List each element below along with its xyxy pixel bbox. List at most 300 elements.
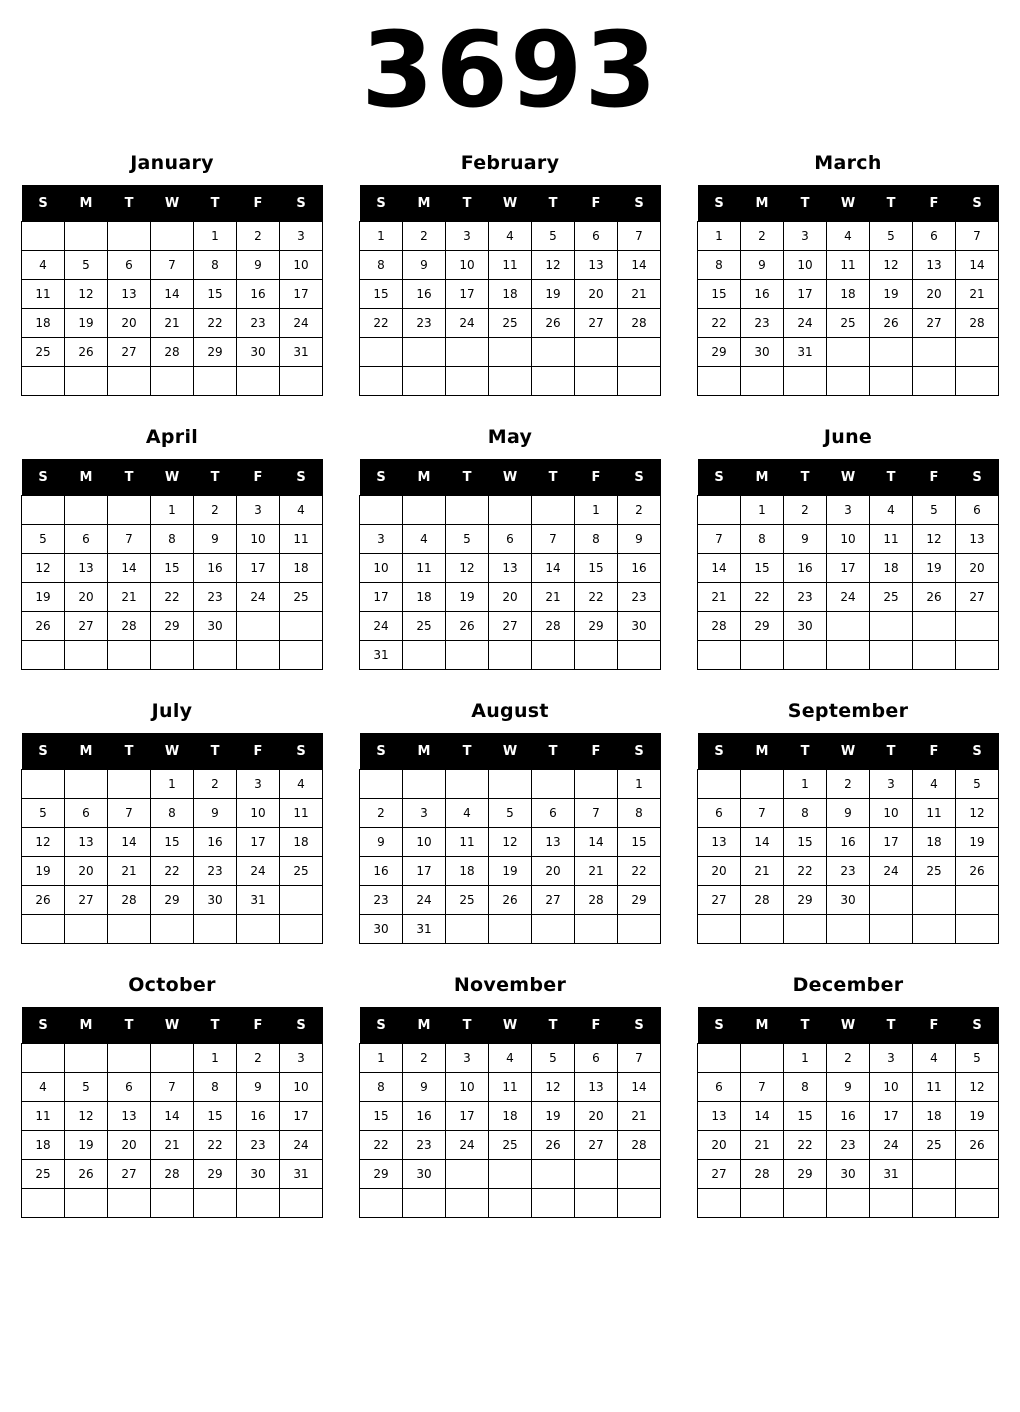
day-cell[interactable]: 28 — [618, 309, 661, 338]
day-cell[interactable]: 14 — [108, 828, 151, 857]
day-cell[interactable]: 13 — [108, 1102, 151, 1131]
day-cell[interactable]: 17 — [237, 828, 280, 857]
day-cell[interactable]: 31 — [784, 338, 827, 367]
day-cell[interactable]: 1 — [360, 1044, 403, 1073]
day-cell[interactable]: 25 — [280, 857, 323, 886]
day-cell[interactable]: 14 — [532, 554, 575, 583]
day-cell[interactable]: 1 — [575, 496, 618, 525]
day-cell[interactable]: 15 — [360, 1102, 403, 1131]
day-cell[interactable]: 20 — [65, 857, 108, 886]
day-cell[interactable]: 25 — [827, 309, 870, 338]
day-cell[interactable]: 4 — [280, 770, 323, 799]
day-cell[interactable]: 6 — [698, 1073, 741, 1102]
day-cell[interactable]: 13 — [698, 828, 741, 857]
day-cell[interactable]: 5 — [913, 496, 956, 525]
day-cell[interactable]: 17 — [870, 1102, 913, 1131]
day-cell[interactable]: 16 — [360, 857, 403, 886]
day-cell[interactable]: 16 — [237, 1102, 280, 1131]
day-cell[interactable]: 22 — [360, 1131, 403, 1160]
day-cell[interactable]: 26 — [532, 309, 575, 338]
day-cell[interactable]: 20 — [65, 583, 108, 612]
day-cell[interactable]: 9 — [237, 251, 280, 280]
day-cell[interactable]: 27 — [698, 886, 741, 915]
day-cell[interactable]: 23 — [360, 886, 403, 915]
day-cell[interactable]: 18 — [22, 1131, 65, 1160]
day-cell[interactable]: 14 — [956, 251, 999, 280]
day-cell[interactable]: 12 — [65, 1102, 108, 1131]
day-cell[interactable]: 31 — [360, 641, 403, 670]
day-cell[interactable]: 15 — [784, 828, 827, 857]
day-cell[interactable]: 14 — [741, 1102, 784, 1131]
day-cell[interactable]: 31 — [870, 1160, 913, 1189]
day-cell[interactable]: 6 — [108, 251, 151, 280]
day-cell[interactable]: 7 — [698, 525, 741, 554]
day-cell[interactable]: 18 — [827, 280, 870, 309]
day-cell[interactable]: 13 — [698, 1102, 741, 1131]
day-cell[interactable]: 2 — [403, 222, 446, 251]
day-cell[interactable]: 21 — [956, 280, 999, 309]
day-cell[interactable]: 21 — [532, 583, 575, 612]
day-cell[interactable]: 18 — [22, 309, 65, 338]
day-cell[interactable]: 6 — [532, 799, 575, 828]
day-cell[interactable]: 22 — [194, 309, 237, 338]
day-cell[interactable]: 11 — [22, 1102, 65, 1131]
day-cell[interactable]: 10 — [870, 1073, 913, 1102]
day-cell[interactable]: 15 — [784, 1102, 827, 1131]
day-cell[interactable]: 1 — [194, 222, 237, 251]
day-cell[interactable]: 12 — [22, 554, 65, 583]
day-cell[interactable]: 9 — [403, 1073, 446, 1102]
day-cell[interactable]: 10 — [280, 1073, 323, 1102]
day-cell[interactable]: 10 — [237, 525, 280, 554]
day-cell[interactable]: 17 — [446, 280, 489, 309]
day-cell[interactable]: 4 — [280, 496, 323, 525]
day-cell[interactable]: 24 — [870, 857, 913, 886]
day-cell[interactable]: 17 — [784, 280, 827, 309]
day-cell[interactable]: 24 — [237, 583, 280, 612]
day-cell[interactable]: 18 — [913, 828, 956, 857]
day-cell[interactable]: 16 — [827, 828, 870, 857]
day-cell[interactable]: 11 — [446, 828, 489, 857]
day-cell[interactable]: 16 — [403, 1102, 446, 1131]
day-cell[interactable]: 6 — [575, 1044, 618, 1073]
day-cell[interactable]: 30 — [618, 612, 661, 641]
day-cell[interactable]: 15 — [741, 554, 784, 583]
day-cell[interactable]: 20 — [575, 280, 618, 309]
day-cell[interactable]: 8 — [575, 525, 618, 554]
day-cell[interactable]: 26 — [22, 612, 65, 641]
day-cell[interactable]: 1 — [698, 222, 741, 251]
day-cell[interactable]: 2 — [784, 496, 827, 525]
day-cell[interactable]: 11 — [489, 251, 532, 280]
day-cell[interactable]: 10 — [446, 1073, 489, 1102]
day-cell[interactable]: 8 — [698, 251, 741, 280]
day-cell[interactable]: 19 — [489, 857, 532, 886]
day-cell[interactable]: 20 — [956, 554, 999, 583]
day-cell[interactable]: 26 — [532, 1131, 575, 1160]
day-cell[interactable]: 27 — [108, 338, 151, 367]
day-cell[interactable]: 20 — [532, 857, 575, 886]
day-cell[interactable]: 21 — [618, 280, 661, 309]
day-cell[interactable]: 25 — [870, 583, 913, 612]
day-cell[interactable]: 29 — [784, 1160, 827, 1189]
day-cell[interactable]: 12 — [956, 1073, 999, 1102]
day-cell[interactable]: 24 — [870, 1131, 913, 1160]
day-cell[interactable]: 5 — [489, 799, 532, 828]
day-cell[interactable]: 25 — [913, 857, 956, 886]
day-cell[interactable]: 9 — [360, 828, 403, 857]
day-cell[interactable]: 13 — [108, 280, 151, 309]
day-cell[interactable]: 28 — [151, 1160, 194, 1189]
day-cell[interactable]: 22 — [151, 857, 194, 886]
day-cell[interactable]: 30 — [360, 915, 403, 944]
day-cell[interactable]: 27 — [575, 309, 618, 338]
day-cell[interactable]: 8 — [194, 251, 237, 280]
day-cell[interactable]: 7 — [108, 525, 151, 554]
day-cell[interactable]: 9 — [403, 251, 446, 280]
day-cell[interactable]: 9 — [827, 799, 870, 828]
day-cell[interactable]: 29 — [151, 886, 194, 915]
day-cell[interactable]: 26 — [870, 309, 913, 338]
day-cell[interactable]: 20 — [698, 1131, 741, 1160]
day-cell[interactable]: 27 — [698, 1160, 741, 1189]
day-cell[interactable]: 22 — [151, 583, 194, 612]
day-cell[interactable]: 12 — [22, 828, 65, 857]
day-cell[interactable]: 2 — [618, 496, 661, 525]
day-cell[interactable]: 17 — [360, 583, 403, 612]
day-cell[interactable]: 7 — [741, 1073, 784, 1102]
day-cell[interactable]: 11 — [280, 799, 323, 828]
day-cell[interactable]: 25 — [489, 309, 532, 338]
day-cell[interactable]: 6 — [65, 799, 108, 828]
day-cell[interactable]: 17 — [870, 828, 913, 857]
day-cell[interactable]: 26 — [956, 857, 999, 886]
day-cell[interactable]: 23 — [741, 309, 784, 338]
day-cell[interactable]: 31 — [237, 886, 280, 915]
day-cell[interactable]: 7 — [151, 251, 194, 280]
day-cell[interactable]: 21 — [741, 1131, 784, 1160]
day-cell[interactable]: 13 — [532, 828, 575, 857]
day-cell[interactable]: 18 — [870, 554, 913, 583]
day-cell[interactable]: 22 — [575, 583, 618, 612]
day-cell[interactable]: 15 — [575, 554, 618, 583]
day-cell[interactable]: 9 — [194, 799, 237, 828]
day-cell[interactable]: 6 — [913, 222, 956, 251]
day-cell[interactable]: 10 — [446, 251, 489, 280]
day-cell[interactable]: 5 — [22, 525, 65, 554]
day-cell[interactable]: 17 — [280, 280, 323, 309]
day-cell[interactable]: 23 — [194, 857, 237, 886]
day-cell[interactable]: 19 — [956, 828, 999, 857]
day-cell[interactable]: 22 — [618, 857, 661, 886]
day-cell[interactable]: 21 — [151, 1131, 194, 1160]
day-cell[interactable]: 5 — [65, 251, 108, 280]
day-cell[interactable]: 12 — [446, 554, 489, 583]
day-cell[interactable]: 17 — [237, 554, 280, 583]
day-cell[interactable]: 2 — [827, 1044, 870, 1073]
day-cell[interactable]: 22 — [360, 309, 403, 338]
day-cell[interactable]: 26 — [22, 886, 65, 915]
day-cell[interactable]: 12 — [532, 1073, 575, 1102]
day-cell[interactable]: 20 — [913, 280, 956, 309]
day-cell[interactable]: 3 — [360, 525, 403, 554]
day-cell[interactable]: 12 — [532, 251, 575, 280]
day-cell[interactable]: 5 — [956, 1044, 999, 1073]
day-cell[interactable]: 1 — [194, 1044, 237, 1073]
day-cell[interactable]: 3 — [827, 496, 870, 525]
day-cell[interactable]: 15 — [360, 280, 403, 309]
day-cell[interactable]: 3 — [446, 1044, 489, 1073]
day-cell[interactable]: 15 — [698, 280, 741, 309]
day-cell[interactable]: 16 — [237, 280, 280, 309]
day-cell[interactable]: 29 — [784, 886, 827, 915]
day-cell[interactable]: 10 — [237, 799, 280, 828]
day-cell[interactable]: 23 — [194, 583, 237, 612]
day-cell[interactable]: 17 — [280, 1102, 323, 1131]
day-cell[interactable]: 18 — [280, 828, 323, 857]
day-cell[interactable]: 11 — [913, 1073, 956, 1102]
day-cell[interactable]: 30 — [784, 612, 827, 641]
day-cell[interactable]: 5 — [22, 799, 65, 828]
day-cell[interactable]: 11 — [870, 525, 913, 554]
day-cell[interactable]: 31 — [403, 915, 446, 944]
day-cell[interactable]: 16 — [741, 280, 784, 309]
day-cell[interactable]: 5 — [532, 1044, 575, 1073]
day-cell[interactable]: 22 — [784, 857, 827, 886]
day-cell[interactable]: 4 — [489, 1044, 532, 1073]
day-cell[interactable]: 21 — [698, 583, 741, 612]
day-cell[interactable]: 29 — [741, 612, 784, 641]
day-cell[interactable]: 18 — [280, 554, 323, 583]
day-cell[interactable]: 19 — [532, 1102, 575, 1131]
day-cell[interactable]: 19 — [870, 280, 913, 309]
day-cell[interactable]: 30 — [237, 1160, 280, 1189]
day-cell[interactable]: 2 — [237, 1044, 280, 1073]
day-cell[interactable]: 10 — [870, 799, 913, 828]
day-cell[interactable]: 10 — [360, 554, 403, 583]
day-cell[interactable]: 1 — [741, 496, 784, 525]
day-cell[interactable]: 5 — [446, 525, 489, 554]
day-cell[interactable]: 27 — [575, 1131, 618, 1160]
day-cell[interactable]: 13 — [65, 554, 108, 583]
day-cell[interactable]: 13 — [65, 828, 108, 857]
day-cell[interactable]: 4 — [22, 1073, 65, 1102]
day-cell[interactable]: 9 — [741, 251, 784, 280]
day-cell[interactable]: 5 — [65, 1073, 108, 1102]
day-cell[interactable]: 22 — [784, 1131, 827, 1160]
day-cell[interactable]: 4 — [870, 496, 913, 525]
day-cell[interactable]: 22 — [698, 309, 741, 338]
day-cell[interactable]: 24 — [446, 309, 489, 338]
day-cell[interactable]: 19 — [532, 280, 575, 309]
day-cell[interactable]: 14 — [151, 280, 194, 309]
day-cell[interactable]: 26 — [446, 612, 489, 641]
day-cell[interactable]: 30 — [827, 886, 870, 915]
day-cell[interactable]: 6 — [956, 496, 999, 525]
day-cell[interactable]: 16 — [194, 828, 237, 857]
day-cell[interactable]: 3 — [280, 1044, 323, 1073]
day-cell[interactable]: 29 — [194, 1160, 237, 1189]
day-cell[interactable]: 15 — [618, 828, 661, 857]
day-cell[interactable]: 18 — [489, 280, 532, 309]
day-cell[interactable]: 28 — [741, 1160, 784, 1189]
day-cell[interactable]: 24 — [403, 886, 446, 915]
day-cell[interactable]: 26 — [956, 1131, 999, 1160]
day-cell[interactable]: 29 — [151, 612, 194, 641]
day-cell[interactable]: 15 — [151, 828, 194, 857]
day-cell[interactable]: 23 — [618, 583, 661, 612]
day-cell[interactable]: 12 — [956, 799, 999, 828]
day-cell[interactable]: 11 — [489, 1073, 532, 1102]
day-cell[interactable]: 19 — [65, 1131, 108, 1160]
day-cell[interactable]: 8 — [784, 1073, 827, 1102]
day-cell[interactable]: 30 — [827, 1160, 870, 1189]
day-cell[interactable]: 28 — [575, 886, 618, 915]
day-cell[interactable]: 9 — [827, 1073, 870, 1102]
day-cell[interactable]: 31 — [280, 1160, 323, 1189]
day-cell[interactable]: 13 — [913, 251, 956, 280]
day-cell[interactable]: 26 — [65, 338, 108, 367]
day-cell[interactable]: 18 — [489, 1102, 532, 1131]
day-cell[interactable]: 11 — [913, 799, 956, 828]
day-cell[interactable]: 25 — [446, 886, 489, 915]
day-cell[interactable]: 27 — [532, 886, 575, 915]
day-cell[interactable]: 22 — [194, 1131, 237, 1160]
day-cell[interactable]: 11 — [22, 280, 65, 309]
day-cell[interactable]: 10 — [403, 828, 446, 857]
day-cell[interactable]: 4 — [827, 222, 870, 251]
day-cell[interactable]: 27 — [108, 1160, 151, 1189]
day-cell[interactable]: 7 — [151, 1073, 194, 1102]
day-cell[interactable]: 3 — [403, 799, 446, 828]
day-cell[interactable]: 8 — [360, 251, 403, 280]
day-cell[interactable]: 7 — [741, 799, 784, 828]
day-cell[interactable]: 2 — [194, 770, 237, 799]
day-cell[interactable]: 8 — [151, 799, 194, 828]
day-cell[interactable]: 5 — [956, 770, 999, 799]
day-cell[interactable]: 2 — [194, 496, 237, 525]
day-cell[interactable]: 23 — [784, 583, 827, 612]
day-cell[interactable]: 12 — [65, 280, 108, 309]
day-cell[interactable]: 23 — [827, 1131, 870, 1160]
day-cell[interactable]: 16 — [618, 554, 661, 583]
day-cell[interactable]: 18 — [403, 583, 446, 612]
day-cell[interactable]: 28 — [108, 886, 151, 915]
day-cell[interactable]: 8 — [194, 1073, 237, 1102]
day-cell[interactable]: 13 — [575, 251, 618, 280]
day-cell[interactable]: 1 — [151, 496, 194, 525]
day-cell[interactable]: 4 — [22, 251, 65, 280]
day-cell[interactable]: 2 — [827, 770, 870, 799]
day-cell[interactable]: 5 — [870, 222, 913, 251]
day-cell[interactable]: 27 — [65, 886, 108, 915]
day-cell[interactable]: 25 — [280, 583, 323, 612]
day-cell[interactable]: 14 — [108, 554, 151, 583]
day-cell[interactable]: 12 — [489, 828, 532, 857]
day-cell[interactable]: 25 — [22, 1160, 65, 1189]
day-cell[interactable]: 17 — [403, 857, 446, 886]
day-cell[interactable]: 28 — [151, 338, 194, 367]
day-cell[interactable]: 16 — [827, 1102, 870, 1131]
day-cell[interactable]: 30 — [403, 1160, 446, 1189]
day-cell[interactable]: 29 — [360, 1160, 403, 1189]
day-cell[interactable]: 14 — [618, 1073, 661, 1102]
day-cell[interactable]: 8 — [784, 799, 827, 828]
day-cell[interactable]: 7 — [575, 799, 618, 828]
day-cell[interactable]: 11 — [827, 251, 870, 280]
day-cell[interactable]: 23 — [827, 857, 870, 886]
day-cell[interactable]: 20 — [108, 1131, 151, 1160]
day-cell[interactable]: 19 — [65, 309, 108, 338]
day-cell[interactable]: 21 — [108, 583, 151, 612]
day-cell[interactable]: 25 — [489, 1131, 532, 1160]
day-cell[interactable]: 4 — [913, 770, 956, 799]
day-cell[interactable]: 15 — [194, 280, 237, 309]
day-cell[interactable]: 7 — [618, 1044, 661, 1073]
day-cell[interactable]: 24 — [784, 309, 827, 338]
day-cell[interactable]: 19 — [446, 583, 489, 612]
day-cell[interactable]: 4 — [403, 525, 446, 554]
day-cell[interactable]: 19 — [22, 857, 65, 886]
day-cell[interactable]: 8 — [741, 525, 784, 554]
day-cell[interactable]: 26 — [913, 583, 956, 612]
day-cell[interactable]: 24 — [827, 583, 870, 612]
day-cell[interactable]: 21 — [741, 857, 784, 886]
day-cell[interactable]: 4 — [446, 799, 489, 828]
day-cell[interactable]: 1 — [360, 222, 403, 251]
day-cell[interactable]: 1 — [618, 770, 661, 799]
day-cell[interactable]: 16 — [784, 554, 827, 583]
day-cell[interactable]: 24 — [360, 612, 403, 641]
day-cell[interactable]: 4 — [913, 1044, 956, 1073]
day-cell[interactable]: 16 — [194, 554, 237, 583]
day-cell[interactable]: 14 — [575, 828, 618, 857]
day-cell[interactable]: 11 — [403, 554, 446, 583]
day-cell[interactable]: 28 — [618, 1131, 661, 1160]
day-cell[interactable]: 29 — [194, 338, 237, 367]
day-cell[interactable]: 6 — [489, 525, 532, 554]
day-cell[interactable]: 8 — [151, 525, 194, 554]
day-cell[interactable]: 11 — [280, 525, 323, 554]
day-cell[interactable]: 18 — [446, 857, 489, 886]
day-cell[interactable]: 13 — [489, 554, 532, 583]
day-cell[interactable]: 30 — [237, 338, 280, 367]
day-cell[interactable]: 6 — [575, 222, 618, 251]
day-cell[interactable]: 13 — [956, 525, 999, 554]
day-cell[interactable]: 24 — [280, 309, 323, 338]
day-cell[interactable]: 18 — [913, 1102, 956, 1131]
day-cell[interactable]: 25 — [22, 338, 65, 367]
day-cell[interactable]: 12 — [870, 251, 913, 280]
day-cell[interactable]: 14 — [698, 554, 741, 583]
day-cell[interactable]: 6 — [65, 525, 108, 554]
day-cell[interactable]: 23 — [403, 1131, 446, 1160]
day-cell[interactable]: 26 — [65, 1160, 108, 1189]
day-cell[interactable]: 3 — [237, 496, 280, 525]
day-cell[interactable]: 2 — [403, 1044, 446, 1073]
day-cell[interactable]: 28 — [532, 612, 575, 641]
day-cell[interactable]: 23 — [237, 309, 280, 338]
day-cell[interactable]: 24 — [280, 1131, 323, 1160]
day-cell[interactable]: 27 — [913, 309, 956, 338]
day-cell[interactable]: 30 — [194, 886, 237, 915]
day-cell[interactable]: 29 — [698, 338, 741, 367]
day-cell[interactable]: 20 — [575, 1102, 618, 1131]
day-cell[interactable]: 15 — [194, 1102, 237, 1131]
day-cell[interactable]: 26 — [489, 886, 532, 915]
day-cell[interactable]: 9 — [618, 525, 661, 554]
day-cell[interactable]: 3 — [870, 770, 913, 799]
